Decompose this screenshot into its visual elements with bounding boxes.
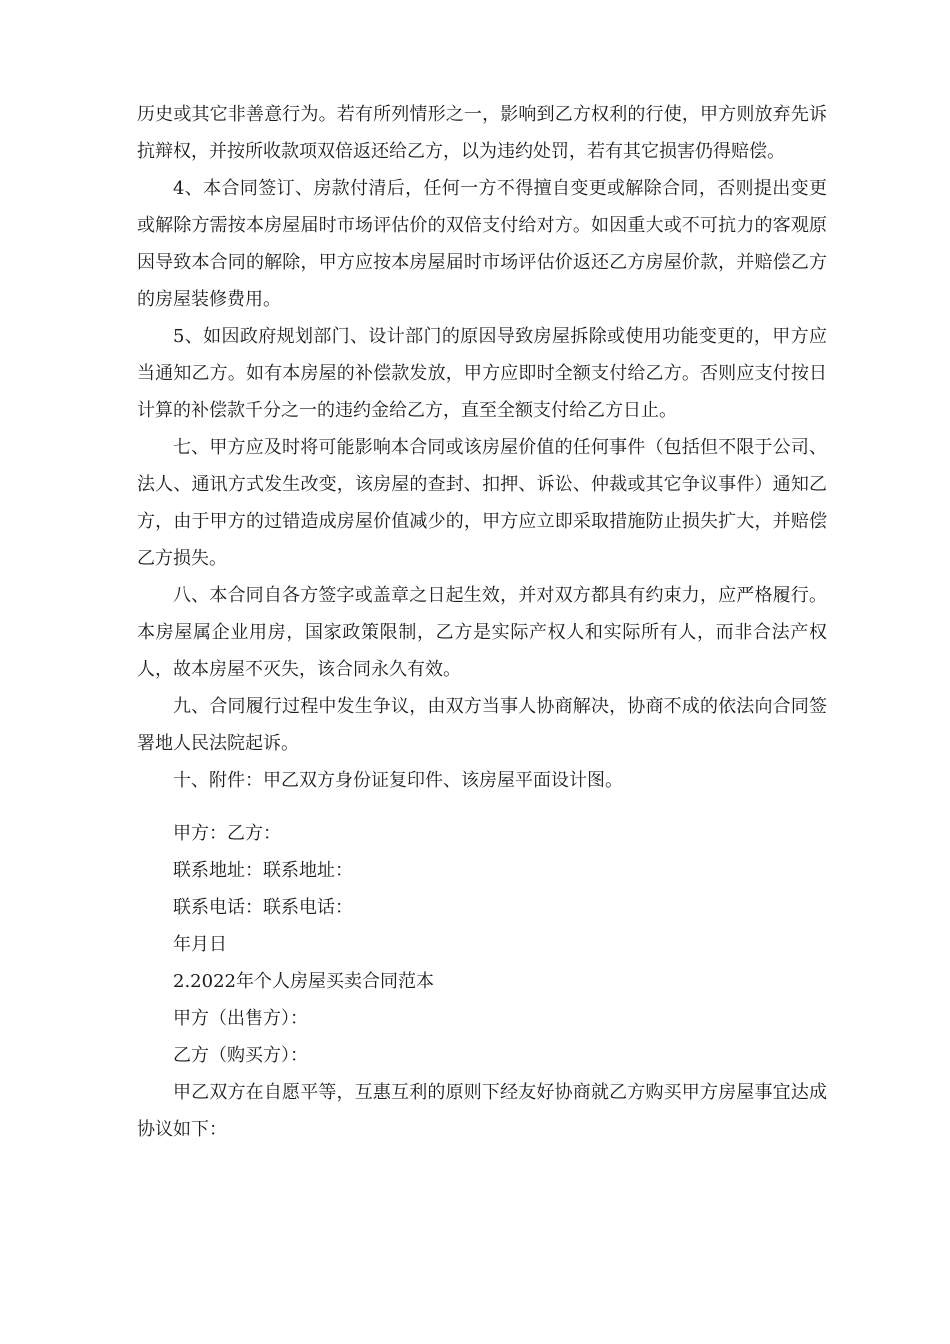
signature-parties: 甲方：乙方：: [173, 823, 281, 844]
paragraph-article-7: 七、甲方应及时将可能影响本合同或该房屋价值的任何事件（包括但不限于公司、法人、通讯方式发生改变，该房屋的查封、扣押、诉讼、仲裁或其它争议事件）通知乙方，由于甲方的过错造成房屋价值减少的，甲方应立即采取措施防止损失扩大，并赔偿乙方损失。: [137, 437, 827, 569]
seller-label: 甲方（出售方）：: [173, 1008, 308, 1029]
paragraph-article-10: 十、附件：甲乙双方身份证复印件、该房屋平面设计图。: [173, 770, 623, 791]
paragraph-article-8: 八、本合同自各方签字或盖章之日起生效，并对双方都具有约束力，应严格履行。本房屋属企业用房，国家政策限制，乙方是实际产权人和实际所有人，而非合法产权人，故本房屋不灭失，该合同永久有效。: [137, 585, 827, 680]
signature-address: 联系地址：联系地址：: [173, 860, 353, 881]
paragraph-breach-continuation: 历史或其它非善意行为。若有所列情形之一，影响到乙方权利的行使，甲方则放弃先诉抗辩权，并按所收款项双倍返还给乙方，以为违约处罚，若有其它损害仍得赔偿。: [137, 104, 827, 162]
second-contract-title: 2.2022年个人房屋买卖合同范本: [173, 971, 434, 992]
signature-phone: 联系电话：联系电话：: [173, 897, 353, 918]
second-contract-intro: 甲乙双方在自愿平等，互惠互利的原则下经友好协商就乙方购买甲方房屋事宜达成协议如下：: [137, 1082, 827, 1140]
paragraph-clause-4: 4、本合同签订、房款付清后，任何一方不得擅自变更或解除合同，否则提出变更或解除方需按本房屋届时市场评估价的双倍支付给对方。如因重大或不可抗力的客观原因导致本合同的解除，甲方应按本房屋届时市场评估价返还乙方房屋价款，并赔偿乙方的房屋装修费用。: [137, 178, 827, 310]
spacer: [137, 799, 827, 815]
signature-date: 年月日: [173, 934, 227, 955]
buyer-label: 乙方（购买方）：: [173, 1045, 308, 1066]
document-page: [137, 96, 827, 1148]
paragraph-clause-5: 5、如因政府规划部门、设计部门的原因导致房屋拆除或使用功能变更的，甲方应当通知乙方。如有本房屋的补偿款发放，甲方应即时全额支付给乙方。否则应支付按日计算的补偿款千分之一的违约金给乙方，直至全额支付给乙方日止。: [137, 326, 827, 421]
paragraph-article-9: 九、合同履行过程中发生争议，由双方当事人协商解决，协商不成的依法向合同签署地人民法院起诉。: [137, 696, 827, 754]
